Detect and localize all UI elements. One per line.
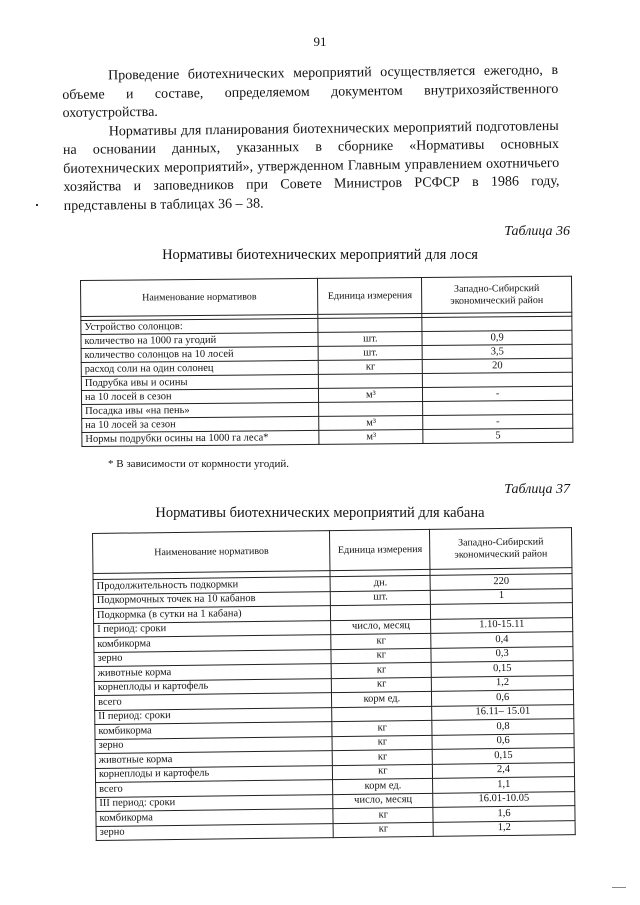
row-value-cell: 1.10-15.11 — [431, 617, 573, 633]
row-unit-cell: корм ед. — [333, 778, 433, 794]
row-name-cell: комбикорма — [96, 809, 334, 826]
intro-text — [62, 62, 560, 216]
row-value-cell: 1 — [430, 588, 572, 604]
row-name-cell: зерно — [96, 823, 334, 840]
row-name-cell: Подкормка (в сутки на 1 кабана) — [93, 606, 331, 623]
row-unit-cell: кг — [333, 764, 433, 780]
table-37-header-unit: Единица измерения — [330, 529, 430, 570]
row-unit-cell: кг — [319, 360, 423, 375]
row-value-cell: 1,6 — [433, 806, 575, 822]
row-value-cell: 16.01-10.05 — [433, 791, 575, 807]
row-name-cell: зерно — [95, 736, 333, 753]
row-name-cell: на 10 лосей за сезон — [82, 416, 320, 432]
row-unit-cell: кг — [332, 677, 432, 693]
row-name-cell: I период: сроки — [94, 620, 332, 637]
row-name-cell: животные корма — [95, 751, 333, 768]
table-36-body — [81, 316, 573, 446]
row-value-cell: 220 — [430, 574, 572, 590]
row-unit-cell: кг — [333, 807, 433, 823]
row-value-cell: 0,4 — [431, 632, 573, 648]
row-value-cell: 1,2 — [433, 820, 575, 836]
row-unit-cell: кг — [334, 822, 434, 838]
row-value-cell — [422, 316, 572, 331]
page-number: 91 — [313, 34, 327, 49]
row-unit-cell: м³ — [319, 416, 423, 431]
table-36 — [80, 276, 573, 447]
row-value-cell: 0,6 — [432, 733, 574, 749]
scan-corner-mark — [612, 887, 626, 888]
row-unit-cell: корм ед. — [332, 691, 432, 707]
row-unit-cell: кг — [332, 662, 432, 678]
row-value-cell: 16.11– 15.01 — [432, 704, 574, 720]
row-value-cell: 1,1 — [433, 777, 575, 793]
row-unit-cell: м³ — [319, 388, 423, 403]
row-name-cell: корнеплоды и картофель — [94, 678, 332, 695]
row-value-cell: - — [423, 414, 573, 429]
row-name-cell: количество солонцов на 10 лосей — [81, 346, 319, 362]
scan-speck — [36, 204, 38, 206]
row-name-cell: II период: сроки — [95, 707, 333, 724]
row-name-cell: комбикорма — [94, 635, 332, 652]
row-value-cell: 2,4 — [433, 762, 575, 778]
row-name-cell: Посадка ивы «на пень» — [82, 402, 320, 418]
table-37-label: Таблица 37 — [504, 482, 570, 497]
row-value-cell — [423, 372, 573, 387]
row-value-cell: 0,6 — [432, 690, 574, 706]
intro-paragraph-2: Нормативы для планирования биотехнических мероприятий подготовлены на основании данных, указанных в сборнике «Нормативы основных биотехнических мероприятий», утвержденном Главным управлением охотничьего хозяйства и заповедников при Совете Министров РСФСР в 1986 году, представлены в таблицах 36 – 38. — [62, 118, 560, 214]
row-name-cell: Устройство солонцов: — [81, 318, 319, 334]
row-value-cell: 1,2 — [432, 675, 574, 691]
table-37-title: Нормативы биотехнических мероприятий для кабана — [155, 505, 485, 521]
row-value-cell: - — [423, 386, 573, 401]
table-36-title: Нормативы биотехнических мероприятий для лося — [162, 247, 478, 263]
row-name-cell: всего — [96, 780, 334, 797]
row-value-cell: 20 — [422, 358, 572, 373]
row-unit-cell: кг — [331, 648, 431, 664]
table-row — [82, 428, 573, 446]
row-unit-cell: кг — [332, 720, 432, 736]
table-36-header-region: Западно-Сибирский экономический район — [422, 276, 572, 313]
intro-paragraph-1: Проведение биотехнических мероприятий осуществляется ежегодно, в объеме и составе, определяемом документом внутрихозяйственного охотустройства. — [62, 62, 559, 121]
row-unit-cell: число, месяц — [331, 619, 431, 635]
row-value-cell: 0,8 — [432, 719, 574, 735]
row-unit-cell — [319, 374, 423, 389]
row-name-cell: Подкормочных точек на 10 кабанов — [93, 591, 331, 608]
row-unit-cell: м³ — [319, 430, 423, 445]
row-value-cell: 5 — [423, 428, 573, 443]
row-unit-cell — [319, 402, 423, 417]
row-name-cell: всего — [94, 693, 332, 710]
row-unit-cell: шт. — [331, 590, 431, 606]
row-unit-cell: кг — [331, 633, 431, 649]
row-unit-cell: шт. — [318, 332, 422, 347]
row-name-cell: количество на 1000 га угодий — [81, 332, 319, 348]
table-36-label: Таблица 36 — [504, 224, 570, 239]
row-name-cell: животные корма — [94, 664, 332, 681]
table-36-header-unit: Единица измерения — [318, 278, 422, 315]
row-value-cell: 0,9 — [422, 330, 572, 345]
row-unit-cell — [331, 604, 431, 620]
row-value-cell: 0,15 — [431, 661, 573, 677]
row-unit-cell: кг — [332, 735, 432, 751]
row-name-cell: зерно — [94, 649, 332, 666]
table-36-header-name: Наименование нормативов — [81, 278, 319, 316]
row-name-cell: III период: сроки — [96, 794, 334, 811]
row-unit-cell — [318, 318, 422, 333]
row-unit-cell: шт. — [319, 346, 423, 361]
table-37-header-name: Наименование нормативов — [93, 531, 331, 574]
row-name-cell: Подрубка ивы и осины — [81, 374, 319, 390]
table-36-footnote: * В зависимости от кормности угодий. — [108, 458, 289, 470]
row-unit-cell: дн. — [331, 575, 431, 591]
row-name-cell: расход соли на один солонец — [81, 360, 319, 376]
row-name-cell: Нормы подрубки осины на 1000 га леса* — [82, 430, 320, 446]
row-name-cell: на 10 лосей в сезон — [81, 388, 319, 404]
row-unit-cell: кг — [333, 749, 433, 765]
row-value-cell — [423, 400, 573, 415]
row-name-cell: корнеплоды и картофель — [95, 765, 333, 782]
row-name-cell: Продолжительность подкормки — [93, 577, 331, 594]
row-value-cell: 0,15 — [432, 748, 574, 764]
row-name-cell: комбикорма — [95, 722, 333, 739]
table-37-body — [93, 574, 575, 841]
table-37-header-region: Западно-Сибирский экономический район — [430, 528, 572, 570]
table-37 — [92, 527, 576, 841]
row-unit-cell — [332, 706, 432, 722]
row-value-cell: 3,5 — [422, 344, 572, 359]
row-value-cell: 0,3 — [431, 646, 573, 662]
row-unit-cell: число, месяц — [333, 793, 433, 809]
